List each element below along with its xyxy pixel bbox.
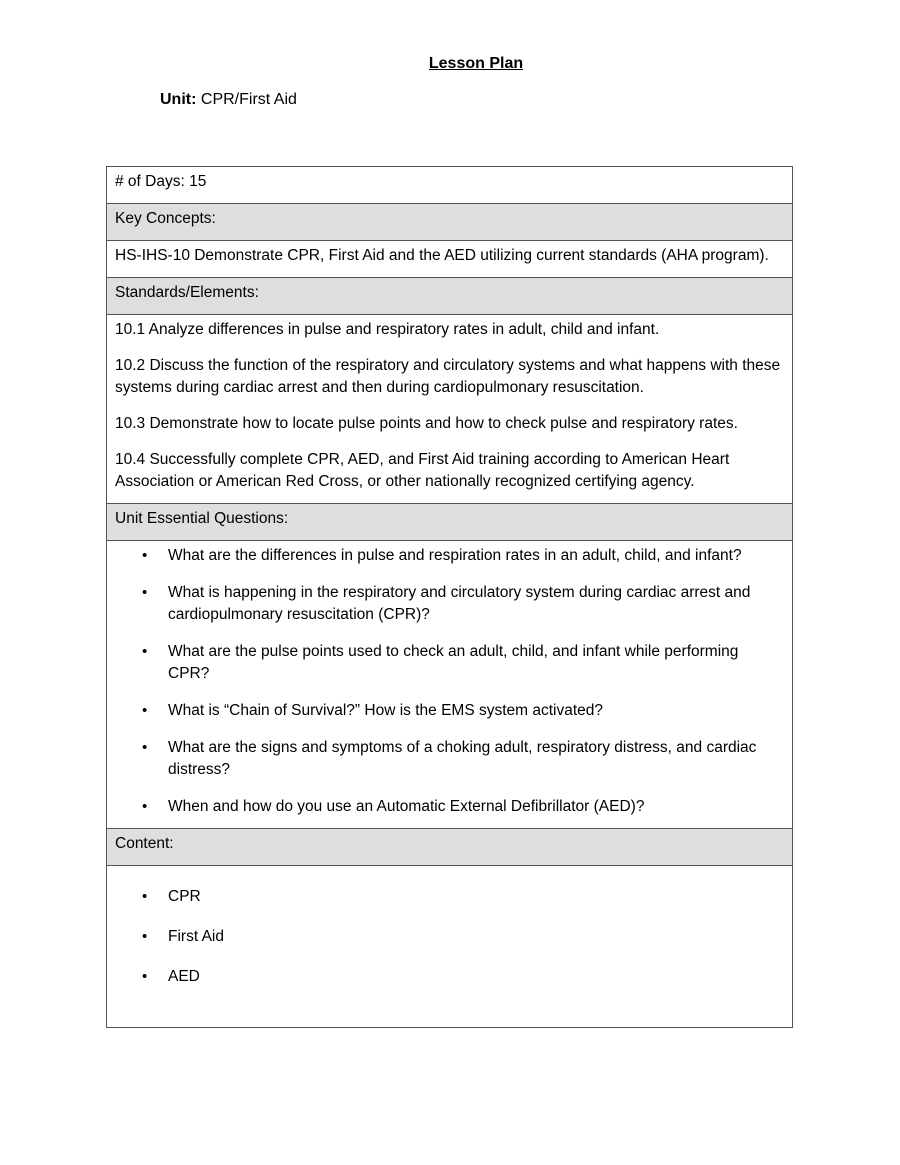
unit-label: Unit: xyxy=(160,91,197,108)
question-item: • What are the pulse points used to check an adult, child, and infant while performing CPR? xyxy=(115,641,784,685)
question-item: • What are the differences in pulse and respiration rates in an adult, child, and infant? xyxy=(115,545,784,567)
content-label: Content: xyxy=(115,835,174,852)
unit-line xyxy=(160,91,297,109)
unit-value: CPR/First Aid xyxy=(200,91,297,108)
days-text: # of Days: 15 xyxy=(115,173,207,190)
question-item: • What are the signs and symptoms of a choking adult, respiratory distress, and cardiac distress? xyxy=(115,737,784,781)
standard-item: 10.2 Discuss the function of the respiratory and circulatory systems and what happens with these systems during cardiac arrest and then during cardiopulmonary resuscitation. xyxy=(115,357,781,396)
standards-header xyxy=(107,278,792,315)
content-item: • AED xyxy=(115,966,784,988)
standard-item: 10.1 Analyze differences in pulse and respiratory rates in adult, child and infant. xyxy=(115,321,660,338)
questions-list xyxy=(115,545,784,818)
page-title: Lesson Plan xyxy=(428,55,524,72)
content-item: • CPR xyxy=(115,886,784,908)
questions-row xyxy=(107,541,792,829)
standards-row xyxy=(107,315,792,504)
standard-item: 10.4 Successfully complete CPR, AED, and First Aid training according to American Heart Association or American Red Cross, or other nationally recognized certifying agency. xyxy=(115,451,730,490)
content-row xyxy=(107,866,792,1027)
content-item: • First Aid xyxy=(115,926,784,948)
standard-item: 10.3 Demonstrate how to locate pulse points and how to check pulse and respiratory rates. xyxy=(115,415,738,432)
content-list xyxy=(115,886,784,988)
question-item: • When and how do you use an Automatic External Defibrillator (AED)? xyxy=(115,796,784,818)
days-row xyxy=(107,167,792,204)
question-item: • What is “Chain of Survival?” How is the EMS system activated? xyxy=(115,700,784,722)
key-concepts-text: HS-IHS-10 Demonstrate CPR, First Aid and the AED utilizing current standards (AHA program). xyxy=(115,247,769,264)
key-concepts-row xyxy=(107,241,792,278)
content-header xyxy=(107,829,792,866)
lesson-plan-table xyxy=(106,166,793,1028)
questions-label: Unit Essential Questions: xyxy=(115,510,289,527)
key-concepts-label: Key Concepts: xyxy=(115,210,216,227)
key-concepts-header xyxy=(107,204,792,241)
standards-label: Standards/Elements: xyxy=(115,284,259,301)
questions-header xyxy=(107,504,792,541)
question-item: • What is happening in the respiratory and circulatory system during cardiac arrest and cardiopulmonary resuscitation (CPR)? xyxy=(115,582,784,626)
